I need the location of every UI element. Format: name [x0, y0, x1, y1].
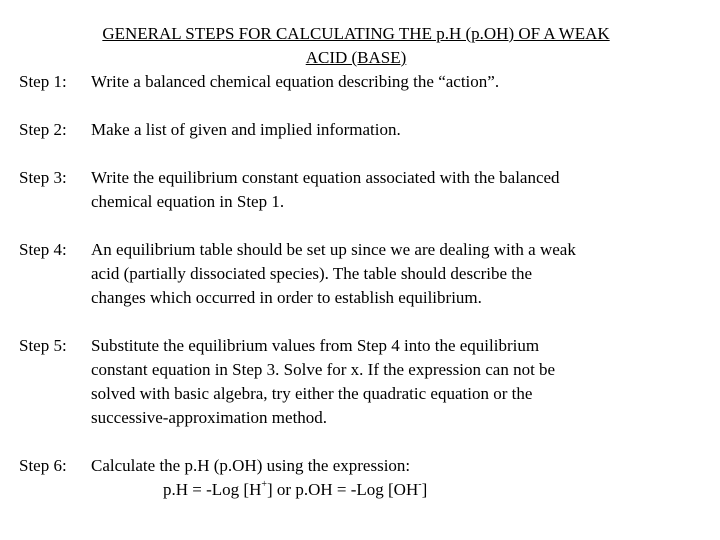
step-1: [19, 70, 709, 94]
ph-formula: [91, 478, 709, 502]
step-line: constant equation in Step 3. Solve for x. If the expression can not be: [91, 360, 556, 379]
formula-ph: p.H = -Log [H: [163, 480, 262, 499]
step-label: Step 6:: [19, 456, 67, 475]
title-line-2: ACID (BASE): [305, 48, 407, 67]
step-line: An equilibrium table should be set up since we are dealing with a weak: [91, 240, 576, 259]
step-line: Substitute the equilibrium values from Step 4 into the equilibrium: [91, 336, 540, 355]
step-line: solved with basic algebra, try either the quadratic equation or the: [91, 384, 533, 403]
step-text: [91, 238, 709, 310]
step-3: [19, 166, 709, 214]
step-line: successive-approximation method.: [91, 408, 328, 427]
step-line: changes which occurred in order to establish equilibrium.: [91, 288, 482, 307]
step-label: Step 4:: [19, 240, 67, 259]
step-label-spacer: [19, 478, 91, 502]
step-line: acid (partially dissociated species). The table should describe the: [91, 264, 533, 283]
step-line: Write the equilibrium constant equation associated with the balanced: [91, 168, 560, 187]
formula-line: [91, 478, 709, 502]
step-text: [91, 118, 709, 142]
step-line: Make a list of given and implied information.: [91, 120, 401, 139]
step-label: Step 3:: [19, 168, 67, 187]
step-label: Step 5:: [19, 336, 67, 355]
step-label: Step 2:: [19, 120, 67, 139]
step-4: [19, 238, 709, 310]
step-line: chemical equation in Step 1.: [91, 192, 285, 211]
formula-middle: ] or p.OH = -Log [OH: [267, 480, 419, 499]
step-line: Write a balanced chemical equation describing the “action”.: [91, 72, 500, 91]
step-6: [19, 454, 709, 478]
step-text: [91, 166, 709, 214]
step-label: Step 1:: [19, 72, 67, 91]
title-line-1: GENERAL STEPS FOR CALCULATING THE p.H (p.OH) OF A WEAK: [102, 24, 610, 43]
step-text: [91, 70, 709, 94]
formula-oh-charge: -: [418, 479, 422, 491]
formula-end: ]: [421, 480, 428, 499]
step-text: [91, 334, 709, 430]
page-title: [0, 22, 712, 70]
step-5: [19, 334, 709, 430]
formula-h-charge: +: [261, 479, 267, 491]
step-text: [91, 454, 709, 478]
step-line: Calculate the p.H (p.OH) using the expression:: [91, 456, 411, 475]
step-2: [19, 118, 709, 142]
step-6-formula: [19, 478, 709, 502]
